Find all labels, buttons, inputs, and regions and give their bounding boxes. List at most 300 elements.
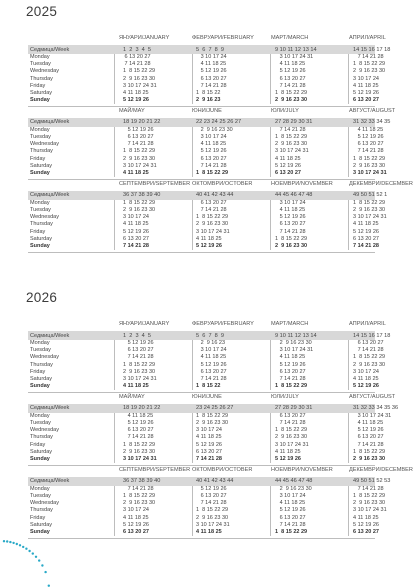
day-dates: 7 14 21 28 [196,207,227,213]
day-dates: 7 14 21 28 [353,148,384,155]
column-separator [114,127,115,177]
decorative-dot [35,556,37,558]
month-header-row [28,466,413,477]
column-separator [192,54,193,104]
column-separator [192,127,193,177]
decorative-dot [19,544,21,546]
day-dates: 1 8 15 22 29 [275,134,308,141]
day-row [28,434,384,441]
day-dates: 5 12 19 26 [123,228,149,235]
day-dates: 3 10 17 24 31 [275,441,309,448]
day-dates: 4 11 18 25 [353,82,379,89]
day-dates: 3 10 17 24 [275,493,306,499]
day-row [28,89,379,97]
day-dates: 7 14 21 28 [123,354,154,361]
day-name: Sunday [30,383,50,390]
week-numbers: 22 23 24 25 26 27 [196,119,242,126]
day-dates: 7 14 21 28 [196,456,222,463]
day-dates: 3 10 17 24 31 [353,412,392,419]
week-numbers: 40 41 42 43 44 [196,478,234,485]
day-row [28,412,392,420]
day-grid [28,340,386,390]
day-dates: 5 12 19 26 [275,68,306,75]
day-dates: 5 12 19 26 [196,361,227,368]
day-dates: 7 14 21 28 [123,485,154,492]
day-dates: 6 13 20 27 [196,448,222,455]
day-dates: 4 11 18 25 [275,448,301,455]
day-dates: 4 11 18 25 [275,354,306,361]
day-row [28,170,387,177]
day-row [28,375,379,383]
decorative-dot [6,540,8,542]
year-heading: 2026 [26,290,58,305]
day-dates: 7 14 21 28 [275,82,306,89]
column-separator [270,340,271,390]
day-dates: 6 13 20 27 [123,134,154,141]
day-dates: 2 9 16 23 30 [196,514,229,521]
day-dates: 2 9 16 23 30 [353,68,386,75]
month-name: АВГУСТ/AUGUST [349,107,396,114]
day-dates: 1 8 15 22 29 [353,493,386,499]
day-name: Wednesday [30,427,59,434]
day-dates: 6 13 20 27 [196,199,227,206]
month-name: ФЕВРУАРИ/FEBRUARY [192,321,254,327]
day-dates: 1 8 15 22 29 [275,427,308,434]
week-label: Седмица/Week [30,405,70,412]
day-dates: 4 11 18 25 [123,221,149,228]
week-label: Седмица/Week [30,478,70,485]
month-name: ФЕВРУАРИ/FEBRUARY [192,35,254,41]
month-name: ОКТОМВРИ/OCTOBER [192,466,253,473]
column-separator [348,200,349,250]
decorative-dot [28,550,30,552]
week-numbers: 27 28 29 30 31 [275,405,313,412]
day-dates: 7 14 21 28 [275,228,306,235]
day-dates: 5 12 19 26 [353,521,379,528]
day-dates: 3 10 17 24 [353,368,379,375]
month-name: ЮНИ/JUNE [192,393,222,400]
day-dates: 2 9 16 23 [196,97,221,104]
column-separator [114,413,115,463]
month-name: ЮЛИ/JULY [271,107,299,114]
day-row [28,340,384,347]
day-dates: 1 8 15 22 29 [123,148,156,155]
column-separator [114,340,115,390]
week-number-bar [28,404,399,413]
day-name: Friday [30,514,46,521]
day-dates: 1 8 15 22 29 [353,354,386,361]
day-dates: 6 13 20 27 [123,347,154,354]
week-numbers: 31 32 33 34 35 36 [353,405,399,412]
day-row [28,141,384,148]
week-numbers: 1 2 3 4 5 [123,332,151,339]
day-grid [28,199,387,250]
day-dates: 2 9 16 23 30 [196,420,229,427]
month-name: МАРТ/MARCH [271,321,309,327]
day-name: Thursday [30,75,53,82]
day-name: Monday [30,412,50,419]
day-dates: 3 10 17 24 31 [196,521,230,528]
day-dates: 1 8 15 22 29 [196,412,229,419]
day-dates: 2 9 16 23 30 [275,434,308,441]
week-number-bar [28,331,391,340]
column-separator [114,54,115,104]
day-row [28,383,379,390]
day-row [28,521,379,529]
day-name: Sunday [30,97,50,104]
day-dates: 4 11 18 25 [353,126,384,133]
day-dates: 7 14 21 28 [196,375,227,382]
day-dates: 6 13 20 27 [123,528,149,535]
day-dates: 2 9 16 23 30 [123,448,156,455]
day-dates: 7 14 21 28 [353,242,379,249]
day-name: Sunday [30,242,50,249]
day-grid [28,412,392,463]
day-dates: 4 11 18 25 [275,155,301,162]
day-name: Wednesday [30,68,59,75]
week-label: Седмица/Week [30,119,70,126]
day-dates: 7 14 21 28 [123,242,149,249]
day-dates: 7 14 21 28 [275,126,306,133]
quarter-section [28,107,396,180]
decorative-dot [48,585,50,587]
day-dates: 6 13 20 27 [196,493,227,499]
divider [28,538,375,539]
day-row [28,420,384,427]
week-number-bar [28,477,391,486]
decorative-dot [16,543,18,545]
day-row [28,54,384,61]
day-name: Friday [30,155,46,162]
month-name: МАЙ/MAY [119,107,145,114]
day-row [28,493,386,500]
year-calendar [28,34,413,253]
quarter-section [28,34,391,107]
day-dates: 3 10 17 24 31 [275,148,309,155]
week-numbers: 5 6 7 8 9 [196,46,224,53]
day-dates: 3 10 17 24 [196,347,227,354]
month-name: СЕПТЕМВРИ/SEPTEMBER [119,180,191,187]
week-numbers: 14 15 16 17 18 [353,332,391,339]
column-separator [270,200,271,250]
day-dates: 4 11 18 25 [123,170,149,177]
decorative-dot [32,552,34,554]
day-name: Thursday [30,221,53,228]
decorative-dot [9,541,11,543]
week-number-bar [28,118,391,127]
day-dates: 4 11 18 25 [353,514,379,521]
year-heading: 2025 [26,4,58,19]
day-name: Monday [30,126,50,133]
day-dates: 1 8 15 22 29 [196,170,229,177]
quarter-section [28,320,391,393]
month-name: АВГУСТ/AUGUST [349,393,396,400]
day-dates: 2 9 16 23 30 [275,340,312,346]
day-dates: 3 10 17 24 31 [123,162,157,169]
day-dates: 4 11 18 25 [123,514,149,521]
day-name: Saturday [30,521,53,528]
day-dates: 2 9 16 23 30 [123,207,156,213]
day-row [28,155,386,163]
day-dates: 4 11 18 25 [196,434,222,441]
day-row [28,134,384,141]
day-dates: 1 8 15 22 29 [353,448,386,455]
week-numbers: 49 50 51 52 53 [353,478,391,485]
day-dates: 6 13 20 27 [353,97,379,104]
day-dates: 1 8 15 22 29 [275,383,308,390]
day-dates: 2 9 16 23 30 [196,126,233,133]
day-dates: 6 13 20 27 [123,235,149,242]
day-row [28,214,387,221]
day-dates: 5 12 19 26 [275,214,306,221]
day-dates: 6 13 20 27 [123,427,154,434]
month-name: НОЕМВРИ/NOVEMBER [271,466,333,473]
day-dates: 5 12 19 26 [123,126,154,133]
day-name: Tuesday [30,347,51,354]
week-numbers: 1 2 3 4 5 [123,46,151,53]
day-dates: 1 8 15 22 29 [275,235,308,242]
day-dates: 3 10 17 24 [123,507,149,514]
day-row [28,528,379,536]
day-dates: 1 8 15 22 29 [275,528,308,535]
day-dates: 7 14 21 28 [353,485,384,492]
day-dates: 1 8 15 22 29 [123,199,156,206]
day-name: Monday [30,340,50,346]
day-row [28,126,384,134]
day-row [28,199,386,207]
week-number-bar [28,45,391,54]
day-dates: 3 10 17 24 31 [196,228,230,235]
day-name: Wednesday [30,500,59,507]
decorative-dot [44,571,46,573]
day-dates: 4 11 18 25 [353,420,384,427]
day-dates: 2 9 16 23 30 [353,207,386,213]
day-dates: 2 9 16 23 30 [123,500,156,507]
day-dates: 5 12 19 26 [196,148,227,155]
day-dates: 7 14 21 28 [196,162,227,169]
week-label: Седмица/Week [30,192,70,199]
day-dates: 3 10 17 24 [353,75,379,82]
day-dates: 7 14 21 28 [353,54,384,60]
day-name: Tuesday [30,61,51,68]
day-name: Thursday [30,148,53,155]
day-row [28,456,386,463]
day-grid [28,485,387,536]
column-separator [192,340,193,390]
day-dates: 7 14 21 28 [275,521,306,528]
day-name: Monday [30,485,50,492]
month-header-row [28,107,396,118]
day-name: Tuesday [30,134,51,141]
day-dates: 2 9 16 23 30 [123,155,156,162]
month-name: ЯНУАРИ/JANUARY [119,321,170,327]
day-dates: 2 9 16 23 30 [123,75,156,82]
day-dates: 5 12 19 26 [123,420,154,427]
day-dates: 4 11 18 25 [123,89,149,96]
day-dates: 3 10 17 24 31 [353,214,387,221]
column-separator [192,413,193,463]
day-row [28,427,384,434]
month-name: ДЕКЕМВРИ/DECEMBER [349,180,413,187]
year-calendar [28,320,413,539]
day-name: Wednesday [30,214,59,221]
day-dates: 3 10 17 24 31 [353,170,387,177]
day-dates: 5 12 19 26 [353,427,384,434]
column-separator [270,486,271,536]
day-dates: 4 11 18 25 [196,61,227,68]
day-name: Wednesday [30,141,59,148]
week-numbers: 49 50 51 52 1 [353,192,388,199]
day-name: Thursday [30,361,53,368]
day-name: Tuesday [30,420,51,427]
day-dates: 6 13 20 27 [196,368,227,375]
day-row [28,485,384,493]
day-name: Monday [30,54,50,60]
week-numbers: 36 37 38 39 40 [123,192,161,199]
day-dates: 2 9 16 23 30 [353,361,386,368]
day-dates: 2 9 16 23 30 [275,141,308,148]
month-name: АПРИЛ/APRIL [349,35,386,41]
month-header-row [28,393,396,404]
day-name: Sunday [30,170,50,177]
week-numbers: 36 37 38 39 40 [123,478,161,485]
day-dates: 6 13 20 27 [353,235,379,242]
week-numbers: 40 41 42 43 44 [196,192,234,199]
day-dates: 2 9 16 23 30 [275,485,312,492]
day-grid [28,126,387,177]
day-row [28,448,386,456]
day-dates: 2 9 16 23 30 [353,500,386,507]
day-dates: 1 8 15 22 29 [275,89,308,96]
month-header-row [28,320,386,331]
day-name: Sunday [30,456,50,463]
day-dates: 4 11 18 25 [196,235,222,242]
day-dates: 6 13 20 27 [353,340,384,346]
day-row [28,507,387,514]
divider [28,252,375,253]
column-separator [192,486,193,536]
day-dates: 2 9 16 23 30 [353,456,386,463]
day-dates: 6 13 20 27 [275,368,306,375]
day-row [28,500,386,507]
week-numbers: 31 32 33 34 35 [353,119,391,126]
day-dates: 3 10 17 24 [196,427,222,434]
column-separator [270,413,271,463]
week-numbers: 5 6 7 8 9 [196,332,224,339]
day-name: Friday [30,82,46,89]
day-name: Friday [30,228,46,235]
day-dates: 4 11 18 25 [123,383,149,390]
day-dates: 7 14 21 28 [123,434,154,441]
day-name: Friday [30,368,46,375]
day-dates: 1 8 15 22 29 [196,507,229,514]
day-dates: 6 13 20 27 [353,434,384,441]
day-row [28,97,379,104]
day-dates: 5 12 19 26 [196,242,222,249]
month-name: ДЕКЕМВРИ/DECEMBER [349,466,413,473]
day-name: Saturday [30,448,53,455]
day-dates: 3 10 17 24 [275,199,306,206]
quarter-section [28,466,413,539]
day-row [28,354,386,361]
day-name: Wednesday [30,354,59,361]
week-numbers: 18 19 20 21 22 [123,405,161,412]
day-dates: 4 11 18 25 [123,412,154,419]
day-name: Saturday [30,162,53,169]
day-dates: 6 13 20 27 [275,514,306,521]
day-row [28,514,379,522]
day-dates: 3 10 17 24 31 [275,347,314,354]
week-numbers: 18 19 20 21 22 [123,119,161,126]
column-separator [348,54,349,104]
column-separator [348,413,349,463]
day-dates: 6 13 20 27 [196,155,227,162]
day-dates: 7 14 21 28 [123,141,154,148]
day-row [28,368,379,376]
day-dates: 5 12 19 26 [353,383,379,390]
day-dates: 1 8 15 22 [196,383,221,390]
day-row [28,61,386,68]
day-row [28,221,379,228]
month-header-row [28,180,413,191]
week-numbers: 9 10 11 12 13 14 [275,46,317,53]
day-dates: 6 13 20 27 [353,141,384,148]
month-name: ЮНИ/JUNE [192,107,222,114]
month-header-row [28,34,386,45]
day-row [28,242,379,250]
day-dates: 1 8 15 22 29 [123,361,156,368]
day-name: Thursday [30,434,53,441]
column-separator [348,486,349,536]
day-dates: 5 12 19 26 [123,521,149,528]
month-name: СЕПТЕМВРИ/SEPTEMBER [119,466,191,473]
day-dates: 1 8 15 22 29 [353,155,386,162]
week-label: Седмица/Week [30,46,70,53]
day-dates: 5 12 19 26 [275,361,306,368]
day-dates: 6 13 20 27 [275,412,306,419]
day-dates: 4 11 18 25 [353,375,379,382]
column-separator [114,200,115,250]
day-dates: 7 14 21 28 [353,441,384,448]
day-dates: 6 13 20 27 [275,170,301,177]
day-dates: 7 14 21 28 [196,500,227,507]
day-dates: 5 12 19 26 [353,134,384,141]
day-dates: 3 10 17 24 [196,54,227,60]
decorative-dot [41,564,43,566]
day-row [28,75,379,83]
day-dates: 1 8 15 22 29 [123,493,156,499]
quarter-section [28,180,413,253]
week-numbers: 14 15 16 17 18 [353,46,391,53]
day-name: Friday [30,441,46,448]
decorative-dot [22,546,24,548]
day-dates: 2 9 16 23 30 [353,162,386,169]
decorative-dot [25,548,27,550]
day-dates: 7 14 21 28 [196,82,227,89]
day-dates: 2 9 16 23 30 [275,97,308,104]
day-dates: 5 12 19 26 [275,162,301,169]
day-dates: 7 14 21 28 [275,375,306,382]
day-dates: 5 12 19 26 [123,340,154,346]
day-row [28,207,386,214]
column-separator [270,127,271,177]
day-dates: 6 13 20 27 [353,528,379,535]
day-dates: 7 14 21 28 [275,420,306,427]
day-dates: 2 9 16 23 30 [196,221,229,228]
day-name: Thursday [30,507,53,514]
column-separator [270,54,271,104]
day-dates: 1 8 15 22 29 [196,214,229,221]
